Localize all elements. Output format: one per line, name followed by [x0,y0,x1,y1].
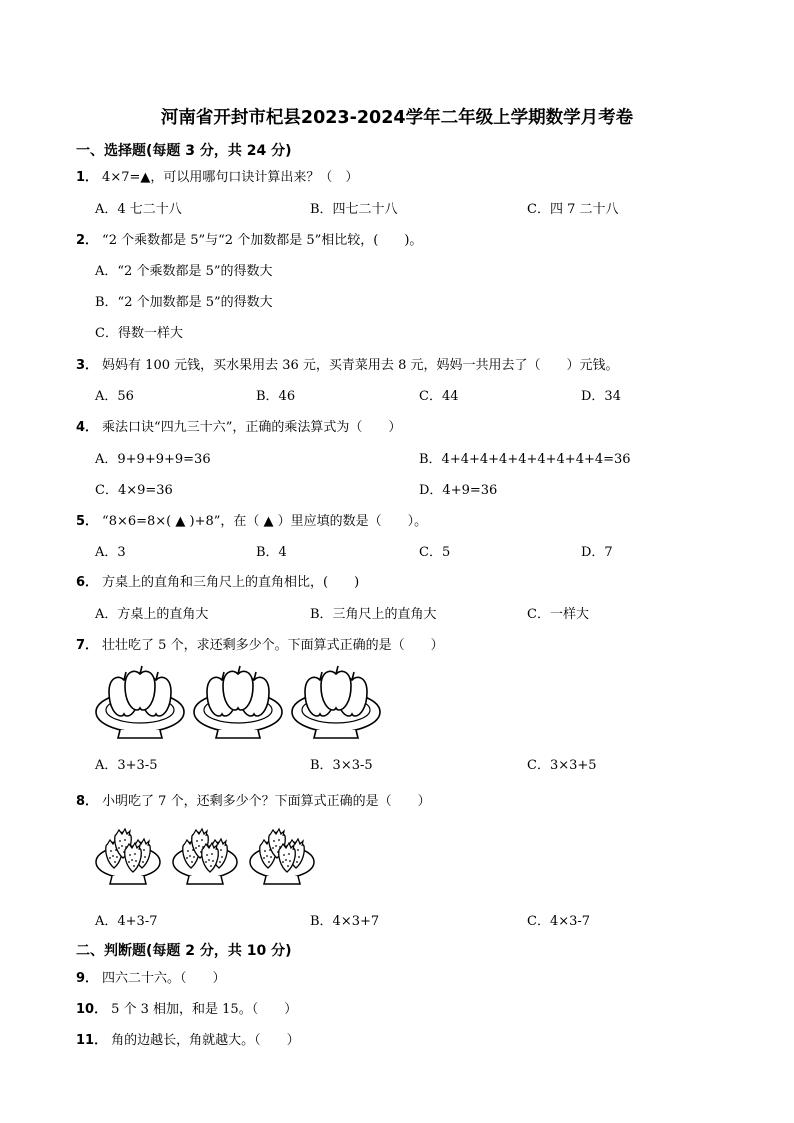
question-text: “2 个乘数都是 5”与“2 个加数都是 5”相比较，( )。 [102,233,423,248]
q1-option-b: B．四七二十八 [310,202,398,217]
q5-option-c: C．5 [419,545,451,560]
q3-option-a: A．56 [95,389,134,404]
question-5 [76,510,427,529]
question-number: 7． [76,638,99,653]
page-title: 河南省开封市杞县2023-2024学年二年级上学期数学月考卷 [160,108,634,128]
question-2 [76,229,422,248]
question-1 [76,166,358,185]
question-3 [76,354,618,373]
q1-option-c: C．四 7 二十八 [527,202,619,217]
apple-plates-figure [92,660,392,744]
q2-option-c: C．得数一样大 [95,326,183,341]
question-10 [76,998,297,1017]
question-text: 壮壮吃了 5 个，求还剩多少个。下面算式正确的是（ ） [102,638,444,653]
q8-option-b: B．4×3+7 [310,914,380,929]
question-number: 2． [76,233,99,248]
q7-option-c: C．3×3+5 [527,758,597,773]
q5-option-a: A．3 [95,545,126,560]
strawberry-plates-figure [92,818,322,890]
question-text: “8×6=8×( ▲ )+8”，在（ ▲ ）里应填的数是（ ）。 [102,514,428,529]
question-text: 4×7=▲，可以用哪句口诀计算出来？（ ） [102,170,359,185]
question-text: 乘法口诀“四九三十六”，正确的乘法算式为（ ） [102,420,402,435]
q6-option-b: B．三角尺上的直角大 [310,607,437,622]
apple-plate [194,666,282,738]
question-7 [76,634,444,653]
q5-option-d: D．7 [581,545,613,560]
q3-option-b: B．46 [256,389,296,404]
q8-option-c: C．4×3-7 [527,914,591,929]
q4-option-c: C．4×9=36 [95,483,173,498]
q1-option-a: A．4 七二十八 [95,202,182,217]
apple-plate [96,666,184,738]
q7-option-b: B．3×3-5 [310,758,373,773]
question-number: 5． [76,514,99,529]
q5-option-b: B．4 [256,545,287,560]
q8-option-a: A．4+3-7 [95,914,158,929]
apple-plate [292,666,380,738]
q6-option-c: C．一样大 [527,607,589,622]
question-number: 4． [76,420,99,435]
section-choice-heading: 一、选择题(每题 3 分，共 24 分) [76,143,292,159]
section-judgment-heading: 二、判断题(每题 2 分，共 10 分) [76,943,292,959]
question-text: 方桌上的直角和三角尺上的直角相比，( ) [102,575,360,590]
question-text: 5 个 3 相加，和是 15。（ ） [111,1002,298,1017]
question-number: 10． [76,1002,108,1017]
q2-option-a: A．“2 个乘数都是 5”的得数大 [95,264,273,279]
q7-option-a: A．3+3-5 [95,758,158,773]
q4-option-b: B．4+4+4+4+4+4+4+4+4=36 [419,452,631,467]
strawberry-plate [173,829,237,884]
question-11 [76,1029,300,1048]
q3-option-c: C．44 [419,389,459,404]
question-text: 角的边越长，角就越大。（ ） [111,1033,300,1048]
question-number: 1． [76,170,99,185]
question-8 [76,790,431,809]
strawberry-plate [250,829,314,884]
question-number: 11． [76,1033,108,1048]
question-number: 8． [76,794,99,809]
q6-option-a: A．方桌上的直角大 [95,607,209,622]
question-text: 妈妈有 100 元钱，买水果用去 36 元，买青菜用去 8 元，妈妈一共用去了（ ）元钱。 [102,358,619,373]
q4-option-d: D．4+9=36 [419,483,498,498]
question-9 [76,967,226,986]
q2-option-b: B．“2 个加数都是 5”的得数大 [95,295,273,310]
question-text: 小明吃了 7 个，还剩多少个？下面算式正确的是（ ） [102,794,431,809]
question-6 [76,571,359,590]
strawberry-plate [96,829,160,884]
q4-option-a: A．9+9+9+9=36 [95,452,211,467]
q3-option-d: D．34 [581,389,621,404]
question-number: 6． [76,575,99,590]
question-text: 四六二十六。（ ） [102,971,226,986]
question-number: 3． [76,358,99,373]
question-number: 9． [76,971,99,986]
question-4 [76,416,401,435]
